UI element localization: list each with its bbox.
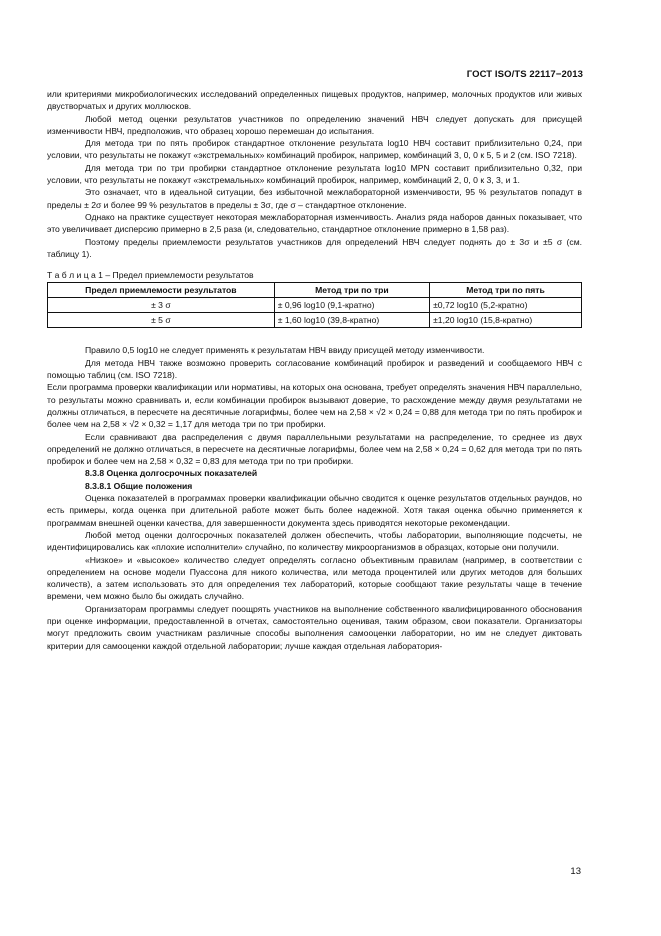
table-header-cell: Предел приемлемости результатов (48, 283, 275, 298)
table-caption: Т а б л и ц а 1 – Предел приемлемости результатов (47, 270, 254, 281)
paragraph: Правило 0,5 log10 не следует применять к результатам НВЧ ввиду присущей методу изменчивости. (85, 345, 485, 356)
subsection-heading: 8.3.8.1 Общие положения (85, 480, 193, 491)
paragraph: Для метода три по пять пробирок стандартное отклонение результата log10 НВЧ составит приблизительно 0,24, при условии, что результаты не покажут «экстремальных» комбинаций пробирок, например, комбинаций 3, 0, 0 к 5, 5 и 2 (см. ISO 7218). (47, 138, 582, 161)
acceptance-limits-table (47, 282, 582, 328)
table-cell: ± 0,96 log10 (9,1-кратно) (274, 298, 429, 313)
paragraph: Оценка показателей в программах проверки квалификации обычно сводится к оценке результатов отдельных раундов, но есть примеры, когда оценка при длительной работе может быть более надежной. Хотя такая оценка обычно применяется к программам внешней оценки качества, для завершенности документа здесь приводятся некоторые рекомендации. (47, 493, 582, 528)
paragraph: Для метода НВЧ также возможно проверить согласование комбинаций пробирок и разведений и сообщаемого НВЧ с помощью таблиц (см. ISO 7218). (47, 357, 582, 381)
document-body (47, 88, 582, 652)
paragraph: Однако на практике существует некоторая межлабораторная изменчивость. Анализ ряда наборов данных показывает, что это увеличивает дисперсию примерно в 2,5 раза (и, следовательно, стандартное отклонение примерно в 1,58 раз). (47, 211, 582, 235)
table-cell: ± 5 σ (48, 313, 275, 328)
table-row (48, 298, 582, 313)
table-row (48, 313, 582, 328)
table-cell: ±1,20 log10 (15,8-кратно) (430, 313, 582, 328)
table-cell: ± 1,60 log10 (39,8-кратно) (274, 313, 429, 328)
section-heading: 8.3.8 Оценка долгосрочных показателей (85, 468, 258, 479)
paragraph: Любой метод оценки долгосрочных показателей должен обеспечить, чтобы лаборатории, выполняющие подсчеты, не идентифицировались как «плохие исполнители» случайно, по количеству микроорганизмов в образцах, которые они получили. (47, 529, 582, 553)
paragraph: Поэтому пределы приемлемости результатов участников для определений НВЧ следует поднять до ± 3σ и ±5 σ (см. таблицу 1). (47, 236, 582, 259)
paragraph: Это означает, что в идеальной ситуации, без избыточной межлабораторной изменчивости, 95 % результатов попадут в пределы ± 2σ и более 99 % результатов в пределы ± 3σ, где σ – стандартное отклонение. (47, 187, 582, 210)
table-cell: ±0,72 log10 (5,2-кратно) (430, 298, 582, 313)
paragraph: или критериями микробиологических исследований определенных пищевых продуктов, например, молочных продуктов или живых двустворчатых и других моллюсков. (47, 89, 582, 112)
paragraph: Любой метод оценки результатов участников по определению значений НВЧ следует допускать для присущей изменчивости НВЧ, предположив, что образец хорошо перемешан до испытания. (47, 113, 582, 136)
table-cell: ± 3 σ (48, 298, 275, 313)
paragraph: Если программа проверки квалификации или нормативы, на которых она основана, требует определять значения НВЧ параллельно, то результаты можно сравнивать и, если комбинации пробирок вызывают доверие, то расхождение между двумя результатами не должны отличаться, в пересчете на десятичные логарифмы, более чем на 2,58 × √2 × 0,24 = 0,88 для метода три по пять пробирок и более чем на 2,58 × √2 × 0,32 = 1,17 для метода три по три пробирки. (47, 382, 582, 430)
table-header-row (48, 283, 582, 298)
paragraph: Для метода три по три пробирки стандартное отклонение результата log10 MPN составит приблизительно 0,32, при условии, что результаты не покажут «экстремальных» комбинаций пробирок, например, комбинаций 2, 0, 0 к 3, 3, и 1. (47, 162, 582, 186)
paragraph: Организаторам программы следует поощрять участников на выполнение собственного квалифицированного обоснования при оценке информации, предоставленной в отчетах, самостоятельно оценивая, таким образом, свои показатели. Организаторы могут предложить своим участникам различные способы выполнения самооценки лаборатории, но им не следует диктовать критерии для самооценки каждой отдельной лаборатории; лучше каждая отдельная лаборатория- (47, 603, 582, 651)
document-header: ГОСТ ISO/TS 22117−2013 (466, 69, 583, 80)
table-header-cell: Метод три по три (274, 283, 429, 298)
table-header-cell: Метод три по пять (430, 283, 582, 298)
page-number: 13 (570, 866, 581, 877)
paragraph: «Низкое» и «высокое» количество следует определять согласно объективным правилам (например, в соответствии с определением на основе модели Пуассона для никого количества, или метода процентилей или других методов для больших количеств), а затем использовать это для определения тех лабораторий, которые сообщают такие результаты чаще в течение времени, чем можно было бы ожидать случайно. (47, 554, 582, 602)
paragraph: Если сравнивают два распределения с двумя параллельными результатами на распределение, то среднее из двух определений не должно отличаться, в пересчете на десятичные логарифмы, более чем на 2,58 × 0,24 = 0,62 для метода три по пять пробирок и более чем на 2,58 × 0,32 = 0,83 для метода три по три пробирки. (47, 431, 582, 467)
